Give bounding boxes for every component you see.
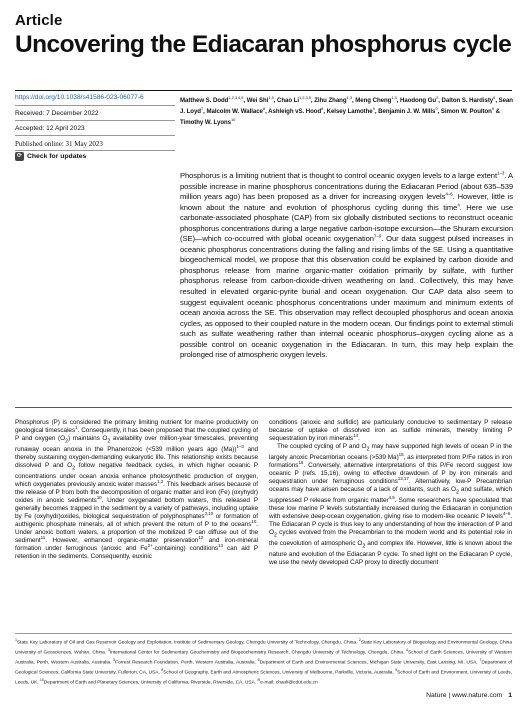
article-type-label: Article [15, 12, 63, 29]
body-paragraph: The coupled cycling of P and $O_2$ may have supported high levels of ocean P in the largely anoxic Precambrian oceans (>539 Ma)$^{15}$, as interpreted from P/Fe ratios in iron formations$^{16}$. Conversely, alternative interpretations of this P/Fe record suggest low oceanic P (refs. 15,16), owing to effective drawdown of P by iron minerals and sequestration under ferruginous conditions$^{13,17}$. Alternatively, low-P Precambrian oceans may have arisen because of a lack of oxidants, such as $O_2$ and sulfate, which suppressed P release from organic matter$^{4,5}$. Some researchers have speculated that these low marine P levels substantially increased during the Ediacaran in conjunction with extensive deep-ocean oxygenation, giving rise to modern-like oceanic P levels$^{4-6}$. The Ediacaran P cycle is thus key to any understanding of how the interaction of P and $O_2$ cycles evolved from the Precambrian to the modern world and its potential role in the coevolution of atmospheric $O_2$ and complex life. However, little is known about the nature and evolution of the Ediacaran P cycle. To shed light on the Ediacaran P cycle, we use the newly developed CAP proxy to directly document [269, 442, 513, 567]
check-for-updates-button[interactable] [15, 152, 86, 161]
meta-divider [15, 150, 175, 151]
accepted-date: Accepted: 12 April 2023 [15, 125, 85, 132]
author-list: Matthew S. Dodd$^{1,2,3,4,5}$, Wei Shi$^{1,3}$, Chao Li$^{1,2,3,5}$, Zihu Zhang$^{1,3}$, Meng Cheng$^{1,3}$, Haodong Gu$^2$, Dalton S. Hardisty$^6$, Sean J. Loyd$^7$, Malcolm W. Wallace$^8$, Ashleigh vS. Hood$^8$, Kelsey Lamothe$^9$, Benjamin J. W. Mills$^9$, Simon W. Poulton$^9$ & Timothy W. Lyons$^{10}$ [180, 95, 513, 127]
abstract-divider [15, 407, 512, 408]
article-title: Uncovering the Ediacaran phosphorus cycle [15, 31, 512, 58]
body-column-left [15, 419, 258, 561]
abstract: Phosphorus is a limiting nutrient that is thought to control oceanic oxygen levels to a large extent$^{1-3}$. A possible increase in marine phosphorus concentrations during the Ediacaran Period (about 635–539 million years ago) has been proposed as a driver for increasing oxygen levels$^{4-6}$. However, little is known about the nature and evolution of phosphorus cycling during this time$^4$. Here we use carbonate-associated phosphate (CAP) from six globally distributed sections to reconstruct oceanic phosphorus concentrations during a large negative carbon-isotope excursion—the Shuram excursion (SE)—which co-occurred with global oceanic oxygenation$^{7-9}$. Our data suggest pulsed increases in oceanic phosphorus concentrations during the falling and rising limbs of the SE. Using a quantitative biogeochemical model, we propose that this observation could be explained by carbon dioxide and phosphorus release from marine organic-matter oxidation primarily by sulfate, with further phosphorus release from carbon-dioxide-driven weathering on land. Collectively, this may have resulted in elevated organic-pyrite burial and ocean oxygenation. Our CAP data also seem to suggest equivalent oceanic phosphorus concentrations under maximum and minimum extents of ocean anoxia across the SE. This observation may reflect decoupled phosphorus and ocean anoxia cycles, as opposed to their coupled nature in the modern ocean. Our findings point to external stimuli such as sulfate weathering rather than internal oceanic phosphorus–oxygen cycling alone as a possible control on oceanic oxygenation in the Ediacaran. In turn, this may help explain the prolonged rise of atmospheric oxygen levels. [180, 170, 513, 360]
received-date: Received: 7 December 2022 [15, 110, 99, 117]
affiliations-footnote: $^1$State Key Laboratory of Oil and Gas Reservoir Geology and Exploitation, Institute of Sedimentary Geology, Chengdu University of Technology, Chengdu, China. $^2$State Key Laboratory of Biogeology and Environmental Geology, China University of Geosciences, Wuhan, China. $^3$International Center for Sedimentary Geochemistry and Biogeochemistry Research, Chengdu University of Technology, Chengdu, China. $^4$School of Earth Sciences, University of Western Australia, Perth, Western Australia, Australia. $^5$Forrest Research Foundation, Perth, Western Australia, Australia. $^6$Department of Earth and Environmental Sciences, Michigan State University, East Lansing, MI, USA. $^7$Department of Geological Sciences, California State University, Fullerton, CA, USA. $^8$School of Geography, Earth and Atmospheric Sciences, University of Melbourne, Parkville, Victoria, Australia. $^9$School of Earth and Environment, University of Leeds, Leeds, UK. $^{10}$Department of Earth and Planetary Sciences, University of California, Riverside, Riverside, CA, USA. ✉e-mail: chaoli@cdut.edu.cn [15, 638, 512, 687]
page-footer [426, 692, 512, 699]
journal-name: Nature [426, 692, 447, 699]
footnote-divider [15, 633, 512, 634]
meta-divider [15, 120, 175, 121]
refresh-icon: ⟳ [16, 153, 23, 159]
published-date: Published online: 31 May 2023 [15, 140, 103, 148]
title-divider [15, 90, 512, 91]
meta-divider [15, 105, 175, 106]
journal-url[interactable]: www.nature.com [452, 692, 503, 699]
body-paragraph: conditions (anoxic and sulfidic) are particularly conducive to sedimentary P release because of uptake of dissolved iron as sulfide minerals, thereby limiting P sequestration by iron minerals$^{14}$. [269, 419, 512, 442]
footer-separator: | [448, 692, 451, 699]
body-column-right [269, 419, 512, 567]
meta-divider [15, 135, 175, 136]
page-number: 1 [508, 692, 512, 699]
check-for-updates-label: Check for updates [27, 153, 87, 160]
body-paragraph: Phosphorus (P) is considered the primary limiting nutrient for marine productivity on geological timescales$^1$. Consequently, it has been proposed that the coupled cycling of P and oxygen $(O_2)$ maintains $O_2$ availability over million-year timescales, preventing runaway ocean anoxia in the Phanerozoic (<539 million years ago (Ma))$^{1-3}$ and thereby sustaining oxygen-demanding eukaryotic life. This relationship exists because dissolved P and $O_2$ follow negative feedback cycles, in which higher oceanic P concentrations under ocean anoxia enhance photosynthetic production of oxygen, which oxygenates previously anoxic water masses$^{1,2}$. This feedback arises because of the release of P from both the decomposition of organic matter and iron (Fe) (oxyhydr) oxides in anoxic sediments$^{10}$. Under oxygenated bottom waters, this released P generally becomes trapped in the sediment by a variety of pathways, including uptake by Fe (oxyhydr)oxides, biological sequestration of polyphosphates$^{3,10}$ or formation of authigenic phosphate minerals, all of which prevent the return of P to the oceans$^{10}$. Under anoxic bottom waters, a proportion of the mobilized P can diffuse out of the sediment$^{11}$. However, enhanced organic-matter preservation$^{12}$ and iron-mineral formation under ferruginous (anoxic and $Fe^{2+}-containing$) conditions$^{13}$ can aid P retention in the sediments. Consequently, euxinic [15, 419, 259, 560]
doi-link[interactable]: https://doi.org/10.1038/s41586-023-06077-6 [15, 94, 144, 101]
